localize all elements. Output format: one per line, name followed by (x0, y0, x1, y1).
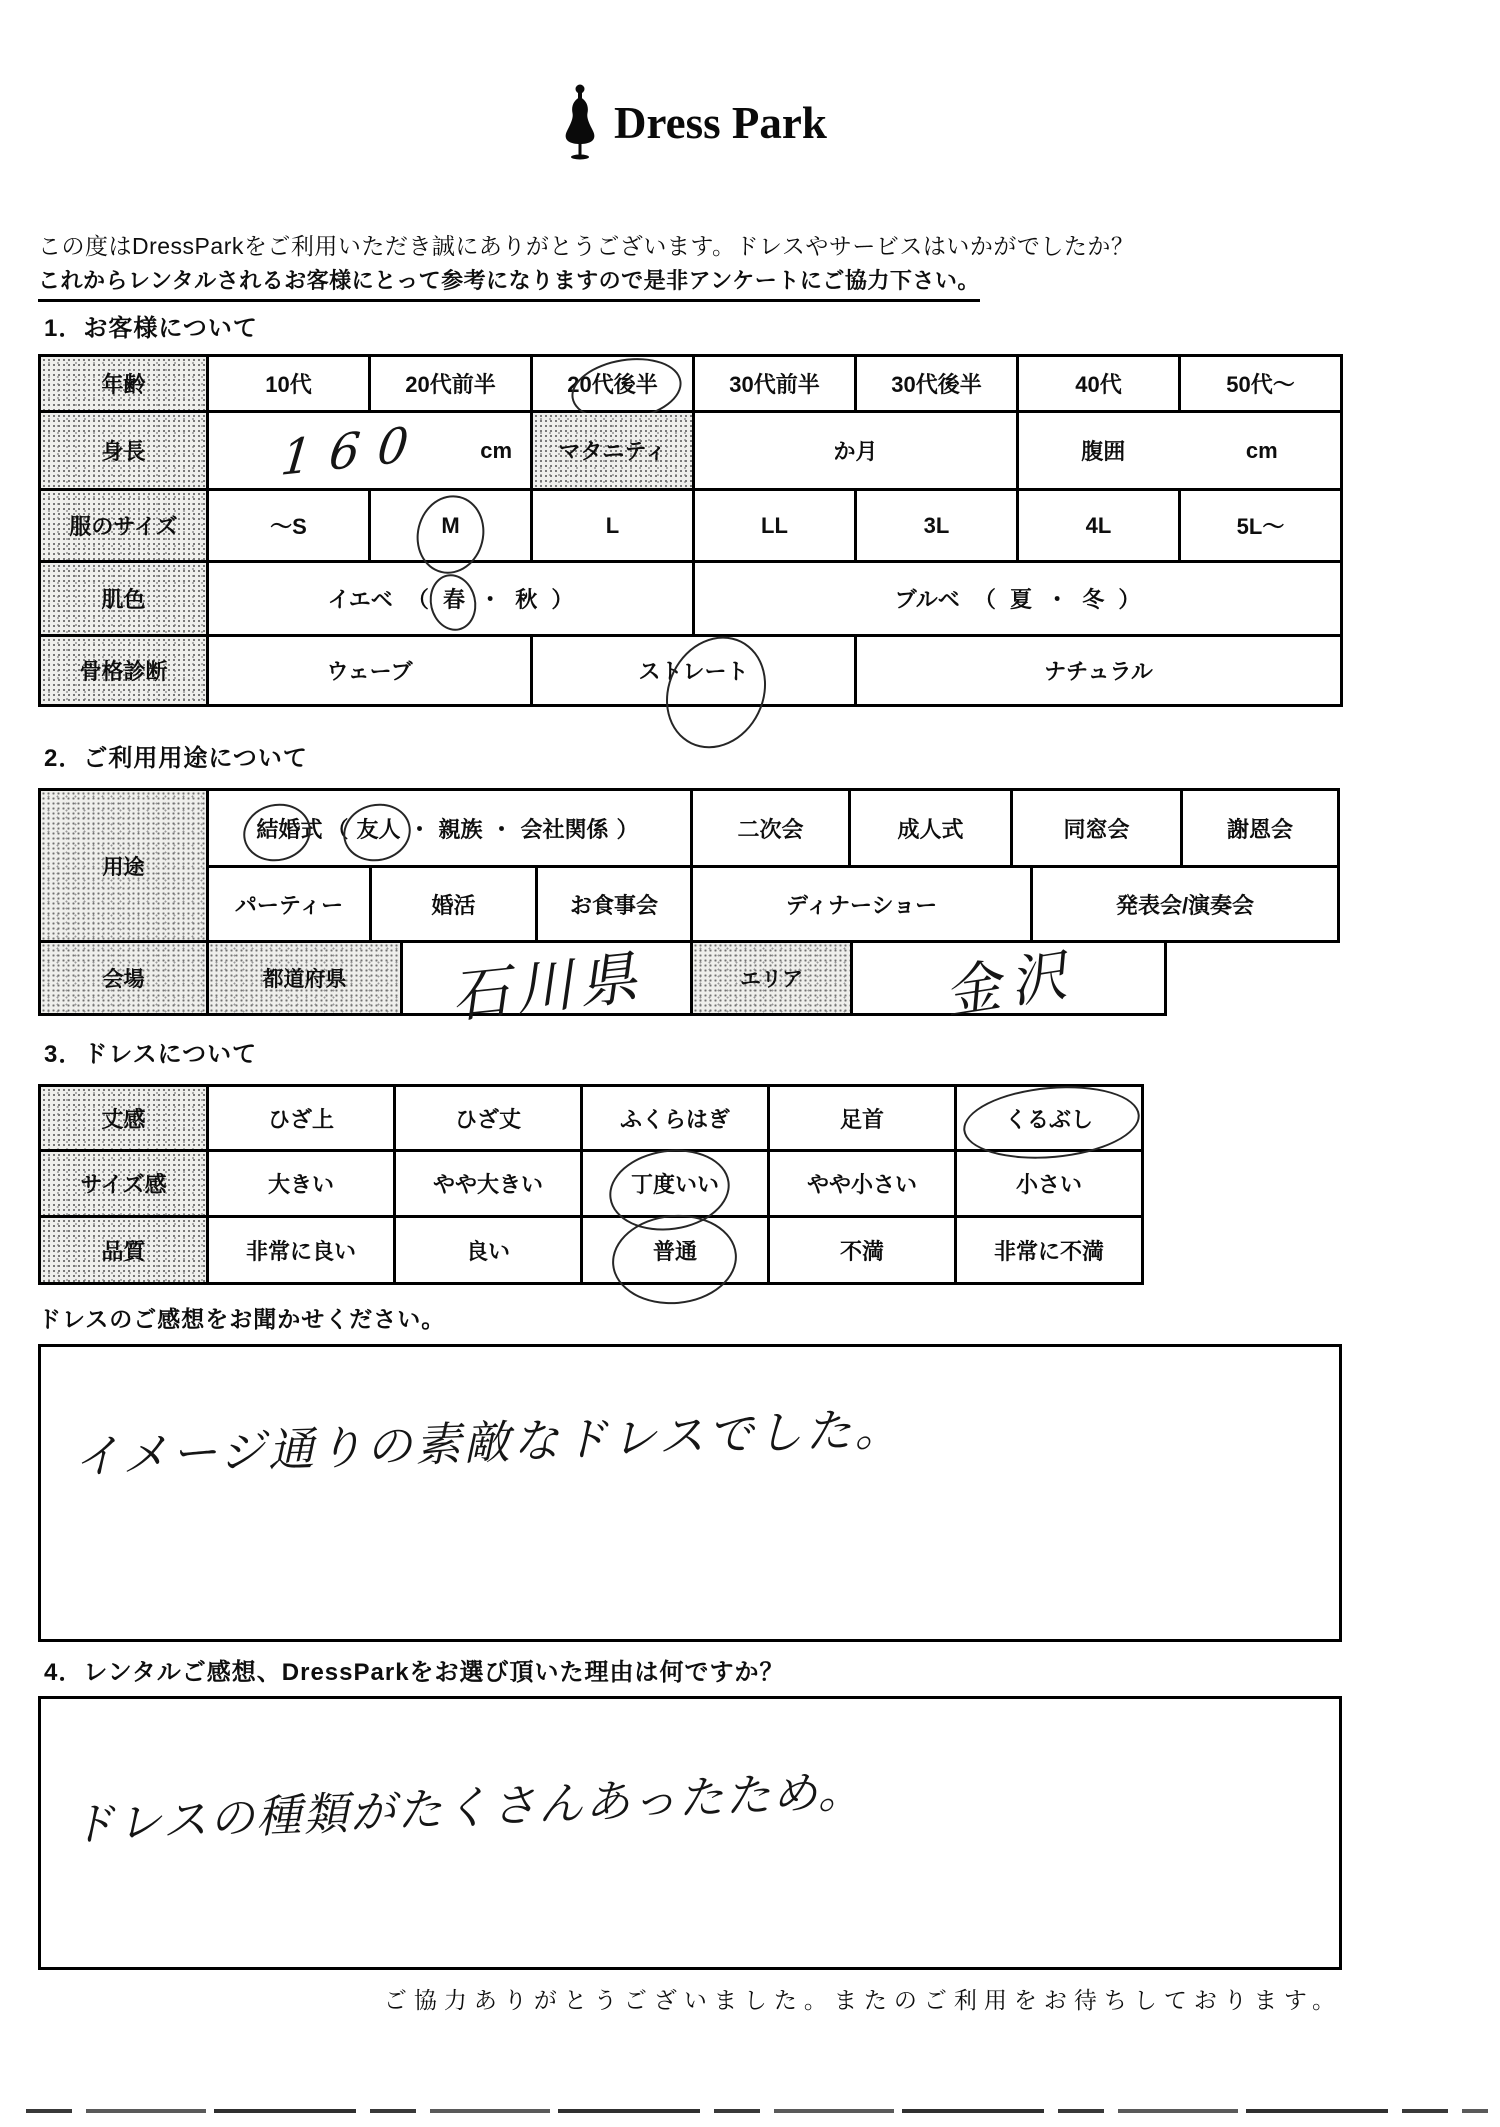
usage-row-2 (209, 868, 1337, 940)
rental-reason-box (38, 1696, 1342, 1970)
prefecture-label: 都道府県 (209, 943, 403, 1013)
size-option-selected: M (370, 490, 532, 562)
maternity-label: マタニティ (532, 412, 694, 490)
wedding-circled: 結婚 (256, 813, 300, 844)
quality-option-selected: 普通 (582, 1217, 769, 1284)
age-option-selected: 20代後半 (532, 356, 694, 412)
prefecture-value-handwritten: 石川県 (448, 943, 647, 1031)
height-unit: cm (480, 437, 512, 463)
maternity-months-label: か月 (694, 412, 1018, 490)
area-value-cell (853, 941, 1164, 1027)
logo (556, 84, 827, 160)
age-option: 40代 (1018, 356, 1180, 412)
size-option: 4L (1018, 490, 1180, 562)
dress-feedback-label: ドレスのご感想をお聞かせください。 (38, 1306, 446, 1332)
skin-tone-row (40, 562, 1342, 636)
dress-feedback-handwritten: イメージ通りの素敵なドレスでした。 (72, 1401, 905, 1485)
skin-group-blue-base: ブルベ （ 夏 ・ 冬 ） (694, 562, 1342, 636)
length-option-selected: くるぶし (956, 1086, 1143, 1151)
usage-option: 発表会/演奏会 (1115, 892, 1255, 918)
age-row-label: 年齢 (40, 356, 208, 412)
size-row (40, 490, 1342, 562)
usage-option: お食事会 (538, 868, 693, 940)
fit-row (40, 1151, 1143, 1217)
length-row-label: 丈感 (40, 1086, 208, 1151)
fit-option-selected: 丁度いい (582, 1151, 769, 1217)
height-row (40, 412, 1342, 490)
skin-option-autumn: 秋 (515, 587, 538, 612)
usage-option: ディナーショー (693, 868, 1033, 940)
skeleton-row (40, 636, 1342, 706)
section1-title: 1．お客様について (44, 315, 258, 342)
scan-artifact-line (26, 2109, 1488, 2113)
brand-name: Dress Park (614, 98, 827, 148)
usage-row-label: 用途 (41, 791, 209, 940)
wedding-member-company: 会社関係 (520, 816, 609, 842)
length-option: ひざ丈 (395, 1086, 582, 1151)
height-value-cell (208, 412, 532, 490)
age-row (40, 356, 1342, 412)
wedding-member-friend-circled: 友人 (356, 813, 400, 844)
venue-row (38, 940, 1167, 1031)
fit-option: 小さい (956, 1151, 1143, 1217)
rental-reason-handwritten: ドレスの種類がたくさんあったため。 (68, 1764, 866, 1852)
skin-row-label: 肌色 (40, 562, 208, 636)
footer-thanks: ご協力ありがとうございました。またのご利用をお待ちしております。 (383, 1987, 1342, 2013)
usage-row-1 (209, 791, 1337, 868)
usage-option-wedding: 結婚 式 （ 友人 ・ 親族 ・ 会社関係 ） (209, 791, 693, 865)
intro-line-1: この度はDressParkをご利用いただき誠にありがとうございます。ドレスやサービスはいかがでしたか？ (38, 233, 1135, 259)
waist-unit: cm (1245, 437, 1278, 463)
usage-option: 婚活 (372, 868, 538, 940)
age-option: 30代後半 (856, 356, 1018, 412)
size-option: ～S (208, 490, 370, 562)
size-option: L (532, 490, 694, 562)
skin-option-winter: 冬 (1082, 587, 1105, 612)
quality-row (40, 1217, 1143, 1284)
area-value-handwritten: 金沢 (939, 941, 1080, 1027)
height-row-label: 身長 (40, 412, 208, 490)
length-option: 足首 (769, 1086, 956, 1151)
skin-group-yellow-base: イエベ （ 春 ・ 秋 ） (208, 562, 694, 636)
usage-option: パーティー (209, 868, 372, 940)
size-option: 3L (856, 490, 1018, 562)
quality-option: 非常に良い (208, 1217, 395, 1284)
skin-group1-name: イエベ (327, 587, 393, 612)
length-option: ふくらはぎ (582, 1086, 769, 1151)
wedding-member-family: 親族 (438, 816, 483, 842)
section3-title: 3．ドレスについて (44, 1041, 258, 1068)
skin-option-summer: 夏 (1009, 587, 1032, 612)
fit-option: やや小さい (769, 1151, 956, 1217)
height-value-handwritten: 160 (278, 414, 429, 487)
size-option: LL (694, 490, 856, 562)
usage-option: 二次会 (693, 791, 851, 865)
age-option: 10代 (208, 356, 370, 412)
quality-option: 不満 (769, 1217, 956, 1284)
length-option: ひざ上 (208, 1086, 395, 1151)
skeleton-option: ウェーブ (208, 636, 532, 706)
waist-label: 腹囲 (1081, 439, 1126, 464)
skeleton-option: ナチュラル (856, 636, 1342, 706)
intro-line-2: これからレンタルされるお客様にとって参考になりますので是非アンケートにご協力下さい。 (38, 264, 980, 302)
age-option: 30代前半 (694, 356, 856, 412)
quality-option: 非常に不満 (956, 1217, 1143, 1284)
fit-option: やや大きい (395, 1151, 582, 1217)
dress-rating-table (38, 1084, 1144, 1285)
quality-row-label: 品質 (40, 1217, 208, 1284)
fit-row-label: サイズ感 (40, 1151, 208, 1217)
size-option: 5L～ (1180, 490, 1342, 562)
usage-table (38, 788, 1340, 1031)
skin-option-spring-selected: 春 (443, 583, 465, 614)
section2-title: 2．ご利用用途について (44, 745, 308, 772)
dress-feedback-box (38, 1344, 1342, 1642)
age-option: 50代～ (1180, 356, 1342, 412)
quality-option: 良い (395, 1217, 582, 1284)
waist-cell (1018, 412, 1342, 490)
dress-form-icon (556, 84, 604, 160)
usage-option: 同窓会 (1013, 791, 1183, 865)
usage-option: 成人式 (851, 791, 1013, 865)
age-option: 20代前半 (370, 356, 532, 412)
fit-option: 大きい (208, 1151, 395, 1217)
area-label: エリア (693, 943, 853, 1013)
section4-title: 4．レンタルご感想、DressParkをお選び頂いた理由は何ですか？ (44, 1659, 785, 1686)
prefecture-value-cell (403, 943, 693, 1031)
skeleton-option-selected: ストレート (532, 636, 856, 706)
length-row (40, 1086, 1143, 1151)
customer-info-table (38, 354, 1343, 707)
usage-option: 謝恩会 (1226, 816, 1293, 842)
size-row-label: 服のサイズ (40, 490, 208, 562)
skeleton-row-label: 骨格診断 (40, 636, 208, 706)
skin-group2-name: ブルベ (894, 587, 960, 612)
venue-row-label: 会場 (41, 943, 209, 1013)
